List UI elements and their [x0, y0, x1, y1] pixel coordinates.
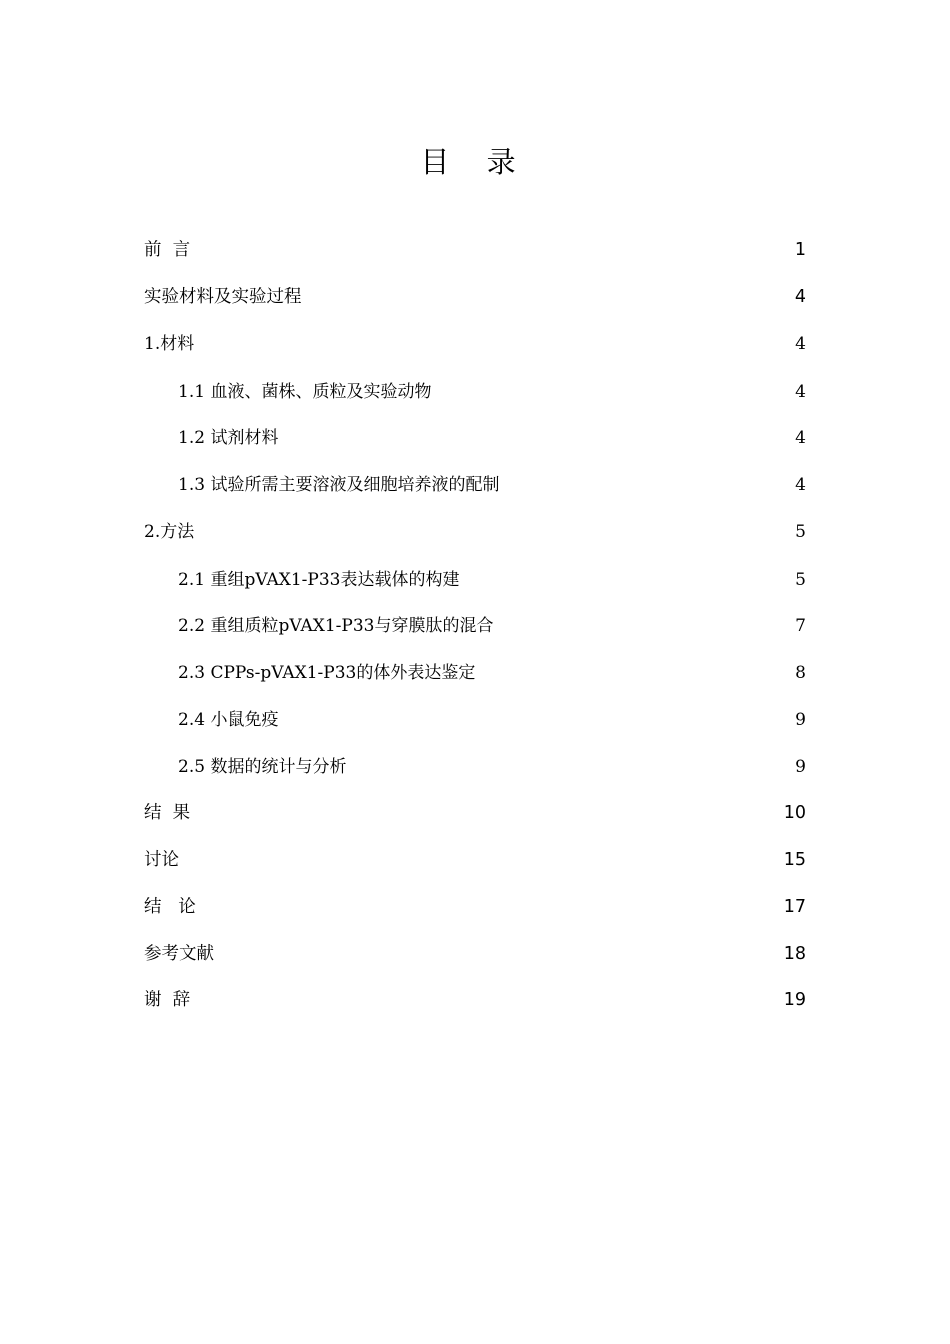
toc-entry-page: 19 [783, 990, 806, 1010]
toc-entry-page: 4 [795, 475, 806, 495]
toc-entry-page: 9 [795, 710, 806, 730]
toc-entry-page: 4 [794, 287, 806, 307]
toc-entry [0, 892, 950, 922]
toc-entry [0, 282, 950, 312]
toc-entry [0, 985, 950, 1015]
toc-entry-page: 1 [794, 240, 806, 260]
toc-entry [0, 517, 950, 547]
toc-entry-label: 实验材料及实验过程 [144, 287, 302, 307]
page-title: 目 录 [420, 145, 530, 179]
toc-entry [0, 611, 950, 641]
toc-entry-label: 2.3 CPPs-pVAX1-P33的体外表达鉴定 [178, 663, 476, 683]
toc-entry [0, 939, 950, 969]
toc-entry [0, 423, 950, 453]
toc-entry-label: 1.材料 [144, 334, 195, 354]
toc-entry [0, 565, 950, 595]
toc-entry-label: 2.1 重组pVAX1-P33表达载体的构建 [178, 570, 460, 590]
toc-entry [0, 377, 950, 407]
toc-entry-label: 谢 辞 [144, 990, 191, 1010]
toc-entry-label: 参考文献 [144, 944, 214, 964]
toc-entry-label: 结 论 [144, 897, 196, 917]
toc-entry-page: 18 [783, 944, 806, 964]
toc-entry-label: 2.方法 [144, 522, 195, 542]
toc-entry-page: 15 [783, 850, 806, 870]
toc-entry-page: 8 [795, 663, 806, 683]
toc-entry-page: 5 [795, 570, 806, 590]
toc-entry-page: 9 [795, 757, 806, 777]
toc-entry-page: 10 [783, 803, 806, 823]
toc-entry-label: 讨论 [144, 850, 179, 870]
toc-entry-page: 7 [795, 616, 806, 636]
toc-entry-label: 1.3 试验所需主要溶液及细胞培养液的配制 [178, 475, 500, 495]
toc-entry-label: 2.2 重组质粒pVAX1-P33与穿膜肽的混合 [178, 616, 494, 636]
toc-entry [0, 845, 950, 875]
toc-entry [0, 235, 950, 265]
toc-entry-page: 17 [783, 897, 806, 917]
toc-entry [0, 658, 950, 688]
toc-entry [0, 705, 950, 735]
toc-entry [0, 470, 950, 500]
toc-entry-label: 2.4 小鼠免疫 [178, 710, 279, 730]
toc-entry-label: 前 言 [144, 240, 191, 260]
toc-entry-label: 1.2 试剂材料 [178, 428, 279, 448]
toc-entry [0, 752, 950, 782]
toc-entry-label: 结 果 [144, 803, 191, 823]
toc-entry [0, 798, 950, 828]
toc-entry-page: 4 [795, 382, 806, 402]
toc-entry-page: 5 [795, 522, 806, 542]
toc-entry-page: 4 [795, 428, 806, 448]
toc-entry-page: 4 [795, 334, 806, 354]
toc-entry-label: 1.1 血液、菌株、质粒及实验动物 [178, 382, 432, 402]
toc-entry [0, 329, 950, 359]
toc-entry-label: 2.5 数据的统计与分析 [178, 757, 347, 777]
